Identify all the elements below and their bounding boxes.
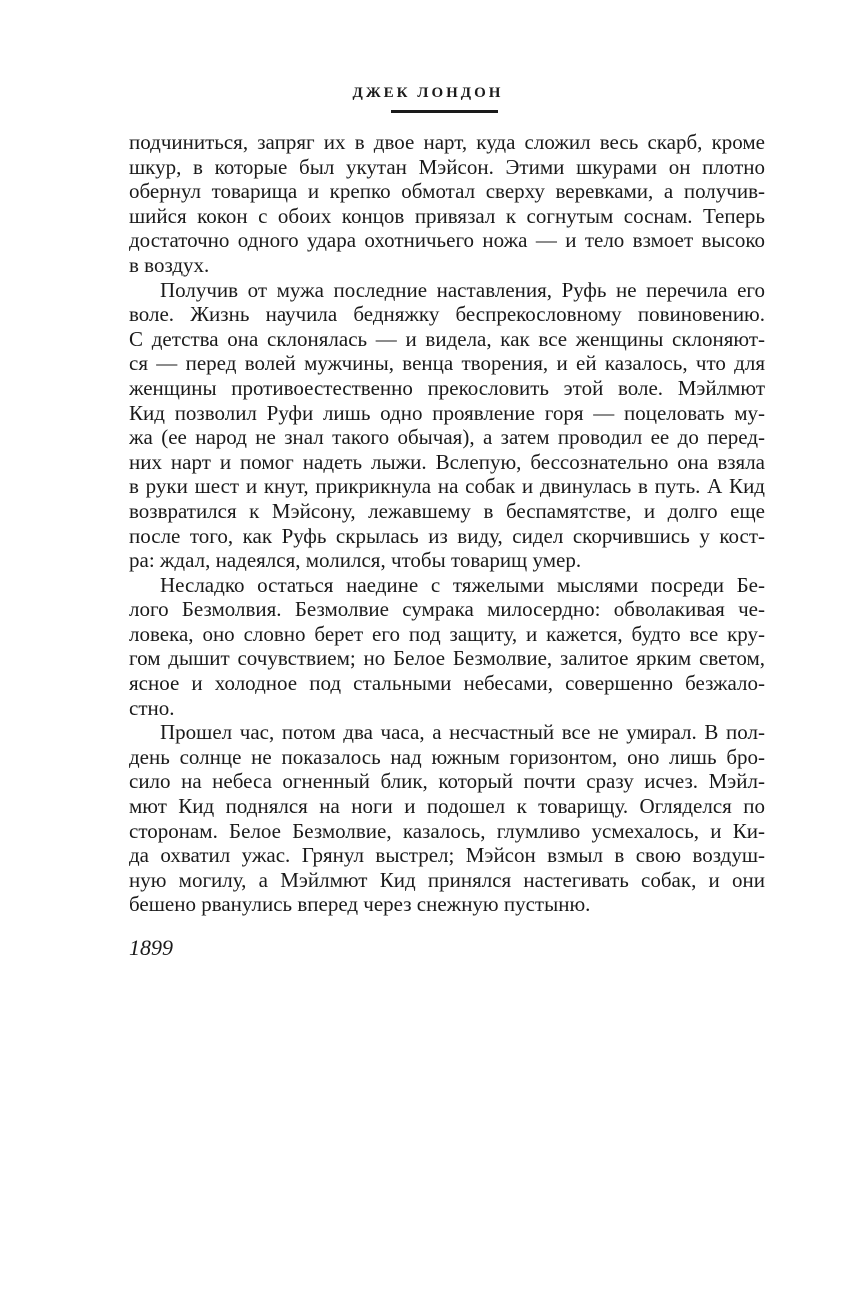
text-line: ловека, оно словно берет его под защиту, и кажется, будто все кру- (129, 621, 765, 646)
text-line: Получив от мужа последние наставления, Руфь не перечила его (160, 277, 765, 302)
text-line: ра: ждал, надеялся, молился, чтобы товарищ умер. (129, 548, 582, 573)
text-line: ся — перед волей мужчины, венца творения, и ей казалось, что для (129, 351, 765, 376)
text-line: да охватил ужас. Грянул выстрел; Мэйсон взмыл в свою воздуш- (129, 843, 765, 868)
text-line: жа (ее народ не знал такого обычая), а затем проводил ее до перед- (129, 425, 765, 450)
text-line: Прошел час, потом два часа, а несчастный все не умирал. В пол- (160, 720, 765, 745)
text-line: ную могилу, а Мэйлмют Кид принялся настегивать собак, и они (129, 867, 765, 892)
text-line: мют Кид поднялся на ноги и подошел к товарищу. Огляделся по (129, 794, 765, 819)
text-line: С детства она склонялась — и видела, как все женщины склоняют- (129, 326, 765, 351)
text-line: лого Безмолвия. Безмолвие сумрака милосердно: обволакивая че- (129, 597, 765, 622)
paragraph (129, 130, 765, 278)
text-line: Несладко остаться наедине с тяжелыми мыслями посреди Бе- (160, 572, 765, 597)
running-head-title: ДЖЕК ЛОНДОН (352, 85, 504, 101)
paragraph (129, 720, 765, 917)
text-line: Кид позволил Руфи лишь одно проявление горя — поцеловать му- (129, 400, 765, 425)
text-line: сило на небеса огненный блик, который почти сразу исчез. Мэйл- (129, 769, 765, 794)
text-line: день солнце не показалось над южным горизонтом, оно лишь бро- (129, 744, 765, 769)
text-line: гом дышит сочувствием; но Белое Безмолвие, залитое ярким светом, (129, 646, 765, 671)
text-line: шийся кокон с обоих концов привязал к согнутым соснам. Теперь (129, 203, 765, 228)
text-line: после того, как Руфь скрылась из виду, сидел скорчившись у кост- (129, 523, 765, 548)
text-line: ясное и холодное под стальными небесами, совершенно безжало- (129, 671, 765, 696)
running-head (0, 84, 856, 102)
text-line: в воздух. (129, 252, 210, 277)
text-line: женщины противоестественно прекословить этой воле. Мэйлмют (129, 375, 765, 400)
text-line: воле. Жизнь научила бедняжку беспрекословному повиновению. (129, 302, 765, 327)
paragraph (129, 573, 765, 721)
running-head-rule (391, 110, 498, 113)
paragraph (129, 278, 765, 573)
text-line: сторонам. Белое Безмолвие, казалось, глумливо усмехалось, и Ки- (129, 818, 765, 843)
text-line: шкур, в которые был укутан Мэйсон. Этими шкурами он плотно (129, 154, 765, 179)
text-line: стно. (129, 695, 175, 720)
text-line: возвратился к Мэйсону, лежавшему в беспамятстве, и долго еще (129, 498, 765, 523)
body-text (129, 130, 765, 917)
text-line: подчиниться, запряг их в двое нарт, куда сложил весь скарб, кроме (129, 130, 765, 154)
text-line: бешено рванулись вперед через снежную пустыню. (129, 892, 591, 917)
text-line: обернул товарища и крепко обмотал сверху веревками, а получив- (129, 179, 765, 204)
text-line: в руки шест и кнут, прикрикнула на собак и двинулась в путь. А Кид (129, 474, 765, 499)
date-line: 1899 (129, 935, 173, 960)
text-line: них нарт и помог надеть лыжи. Вслепую, бессознательно она взяла (129, 449, 765, 474)
text-line: достаточно одного удара охотничьего ножа — и тело взмоет высоко (129, 228, 765, 253)
